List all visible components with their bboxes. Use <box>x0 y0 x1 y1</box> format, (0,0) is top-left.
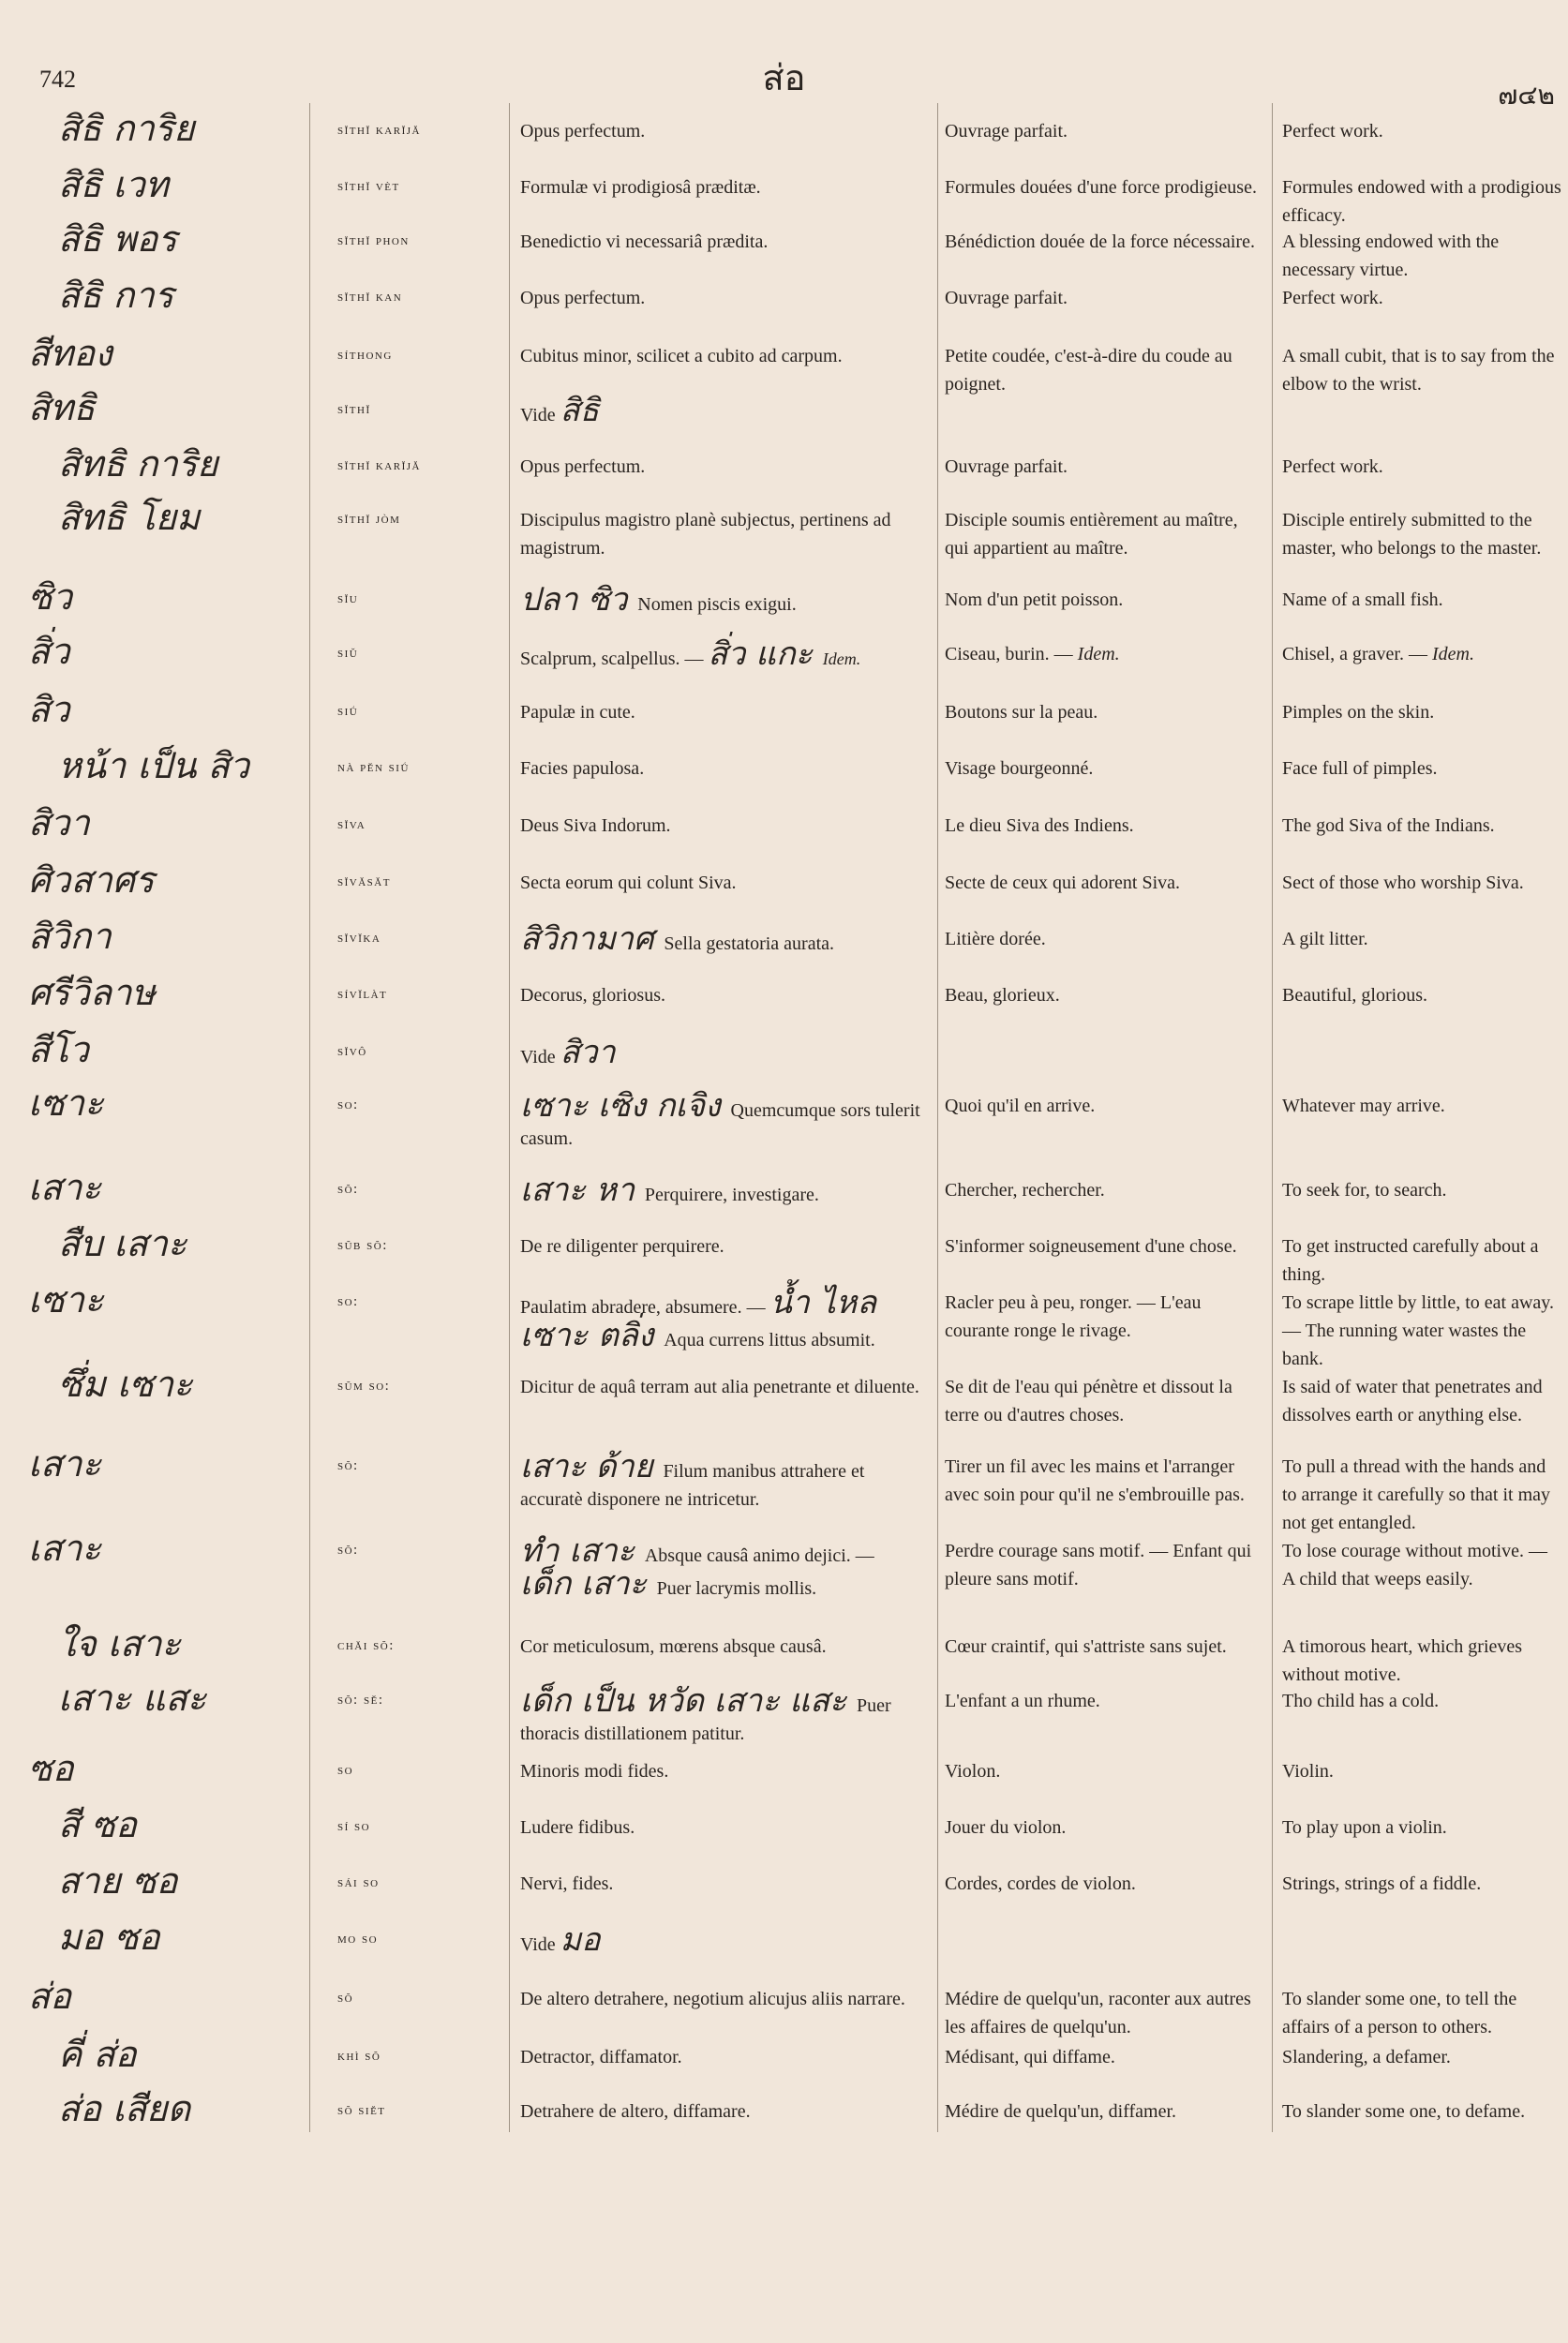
english-definition <box>1282 754 1563 783</box>
vide-label: Vide <box>520 1934 560 1955</box>
latin-text: Formulæ vi prodigiosâ præditæ. <box>520 177 761 198</box>
latin-text: Ludere fidibus. <box>520 1817 635 1838</box>
idem-label: Idem. <box>1431 644 1474 664</box>
french-text: Chercher, rechercher. <box>945 1180 1105 1201</box>
french-definition <box>945 586 1263 614</box>
romanization: sŏ <box>337 1991 354 2006</box>
english-definition <box>1282 1985 1563 2041</box>
french-text: Tirer un fil avec les mains et l'arranger avec soin pour qu'il ne s'embrouille pas. <box>945 1456 1245 1505</box>
english-text: Perfect work. <box>1282 121 1383 142</box>
romanization: sŏ: <box>337 1543 359 1558</box>
english-definition <box>1282 1870 1563 1898</box>
french-text: Cordes, cordes de violon. <box>945 1873 1136 1894</box>
latin-definition <box>520 1034 923 1071</box>
latin-definition <box>520 284 923 312</box>
romanization: so: <box>337 1294 359 1309</box>
romanization: khì sŏ <box>337 2049 381 2064</box>
latin-text: De re diligenter perquirere. <box>520 1236 724 1257</box>
french-definition <box>945 506 1263 562</box>
french-definition <box>945 1687 1263 1715</box>
english-definition <box>1282 1289 1563 1373</box>
romanization: sŏ siĕt <box>337 2103 386 2118</box>
column-rule <box>1272 103 1273 2132</box>
thai-headword: สิธิ การ <box>58 275 174 316</box>
french-definition <box>945 1373 1263 1429</box>
french-definition <box>945 1757 1263 1785</box>
latin-text: Puer thoracis distillationem patitur. <box>520 1695 891 1744</box>
english-text: To lose courage without motive. — A child that weeps easily. <box>1282 1541 1547 1589</box>
thai-example: สิ่ว แกะ <box>708 635 823 673</box>
latin-definition <box>520 754 923 783</box>
romanization: sái so <box>337 1875 380 1890</box>
french-text: S'informer soigneusement d'une chose. <box>945 1236 1237 1257</box>
french-text: Boutons sur la peau. <box>945 702 1098 723</box>
romanization: sŏ: <box>337 1182 359 1197</box>
thai-headword: สาย ซอ <box>58 1860 178 1902</box>
english-text: To seek for, to search. <box>1282 1180 1447 1201</box>
english-definition <box>1282 640 1563 668</box>
romanization: sívĭlàt <box>337 987 388 1002</box>
english-definition <box>1282 284 1563 312</box>
latin-text: Deus Siva Indorum. <box>520 815 671 836</box>
thai-headword: เซาะ <box>28 1082 104 1124</box>
thai-headword: สิวา <box>28 802 90 843</box>
french-definition <box>945 1092 1263 1120</box>
latin-definition <box>520 1172 923 1209</box>
french-text: Violon. <box>945 1761 1001 1782</box>
english-definition <box>1282 173 1563 230</box>
latin-definition <box>520 1921 923 1959</box>
english-text: A gilt litter. <box>1282 929 1368 949</box>
english-text: Whatever may arrive. <box>1282 1096 1445 1116</box>
french-text: Jouer du violon. <box>945 1817 1067 1838</box>
latin-text: Opus perfectum. <box>520 288 646 308</box>
romanization: sĭvĭka <box>337 931 381 946</box>
french-text: Formules douées d'une force prodigieuse. <box>945 177 1257 198</box>
french-text: Ouvrage parfait. <box>945 121 1068 142</box>
french-definition <box>945 754 1263 783</box>
french-definition <box>945 173 1263 201</box>
latin-definition <box>520 1633 923 1661</box>
latin-definition <box>520 1448 923 1514</box>
latin-definition <box>520 506 923 562</box>
latin-text: Papulæ in cute. <box>520 702 635 723</box>
thai-example: เซาะ เซิง กเจิง <box>520 1087 731 1125</box>
thai-headword: เสาะ แสะ <box>58 1678 207 1719</box>
thai-example: สิวิกามาศ <box>520 920 665 958</box>
english-text: Slandering, a defamer. <box>1282 2047 1451 2067</box>
vide-label: Vide <box>520 405 560 425</box>
french-definition <box>945 1232 1263 1261</box>
french-text: Beau, glorieux. <box>945 985 1060 1006</box>
thai-headword: ศิวสาศร <box>28 859 155 901</box>
latin-text: Sella gestatoria aurata. <box>664 933 835 954</box>
latin-text: De altero detrahere, negotium alicujus aliis narrare. <box>520 1989 905 2009</box>
thai-headword: สิวิกา <box>28 916 112 957</box>
english-text: Violin. <box>1282 1761 1334 1782</box>
column-rule <box>937 103 938 2132</box>
french-definition <box>945 1870 1263 1898</box>
thai-example: เด็ก เป็น หวัด เสาะ แสะ <box>520 1682 858 1720</box>
english-text: To get instructed carefully about a thing. <box>1282 1236 1539 1285</box>
latin-text: Cubitus minor, scilicet a cubito ad carpum. <box>520 346 843 366</box>
french-text: Petite coudée, c'est-à-dire du coude au poignet. <box>945 346 1232 395</box>
english-definition <box>1282 1453 1563 1537</box>
french-text: Visage bourgeonné. <box>945 758 1094 779</box>
romanization: sĭthĭ phon <box>337 233 410 248</box>
english-text: Formules endowed with a prodigious efficacy. <box>1282 177 1561 226</box>
thai-headword: ซอ <box>28 1748 74 1789</box>
thai-headword: เสาะ <box>28 1167 101 1208</box>
english-text: To scrape little by little, to eat away. — The running water wastes the bank. <box>1282 1292 1554 1369</box>
thai-headword: ใจ เสาะ <box>58 1623 181 1664</box>
thai-headword: สิธิ การิย <box>58 108 195 149</box>
french-definition <box>945 1813 1263 1842</box>
latin-text: Perquirere, investigare. <box>644 1185 819 1205</box>
french-definition <box>945 1453 1263 1509</box>
latin-text: Cor meticulosum, mœrens absque causâ. <box>520 1636 827 1657</box>
thai-headword: เสาะ <box>28 1528 101 1569</box>
french-definition <box>945 1633 1263 1661</box>
thai-headword: เซาะ <box>28 1279 104 1321</box>
latin-definition <box>520 117 923 145</box>
english-definition <box>1282 117 1563 145</box>
thai-headword: สิทธิ การิย <box>58 443 218 485</box>
column-rule <box>509 103 510 2132</box>
french-text: Le dieu Siva des Indiens. <box>945 815 1134 836</box>
romanization: sí so <box>337 1819 371 1834</box>
thai-headword: มอ ซอ <box>58 1917 160 1958</box>
english-definition <box>1282 1687 1563 1715</box>
latin-text: Scalprum, scalpellus. — <box>520 649 709 669</box>
english-definition <box>1282 925 1563 953</box>
latin-text: Discipulus magistro planè subjectus, pertinens ad magistrum. <box>520 510 891 559</box>
latin-text: Aqua currens littus absumit. <box>664 1330 875 1351</box>
page-number: 742 <box>39 66 76 93</box>
latin-text: Decorus, gloriosus. <box>520 985 665 1006</box>
french-definition <box>945 2097 1263 2126</box>
romanization: sĭthĭ karĭjă <box>337 458 421 473</box>
french-definition <box>945 2043 1263 2071</box>
romanization: sĭthĭ karĭjă <box>337 123 421 138</box>
french-definition <box>945 1176 1263 1204</box>
vide-label: Vide <box>520 1047 560 1067</box>
idem-label: Idem. <box>1077 644 1120 664</box>
french-definition <box>945 342 1263 398</box>
latin-definition <box>520 812 923 840</box>
english-text: To pull a thread with the hands and to arrange it carefully so that it may not get entangled. <box>1282 1456 1551 1533</box>
french-text: Se dit de l'eau qui pénètre et dissout la terre ou d'autres choses. <box>945 1377 1232 1425</box>
thai-headword: คี่ ส่อ <box>58 2034 137 2075</box>
latin-definition <box>520 635 923 673</box>
english-text: To slander some one, to tell the affairs of a person to others. <box>1282 1989 1517 2037</box>
english-definition <box>1282 698 1563 726</box>
english-text: To play upon a violin. <box>1282 1817 1447 1838</box>
english-definition <box>1282 586 1563 614</box>
thai-headword: สิทธิ <box>28 387 96 428</box>
english-definition <box>1282 812 1563 840</box>
english-text: Perfect work. <box>1282 288 1383 308</box>
french-text: Nom d'un petit poisson. <box>945 589 1124 610</box>
english-text: Name of a small fish. <box>1282 589 1443 610</box>
romanization: sĭthĭ kan <box>337 290 403 305</box>
latin-text: Quemcumque sors tulerit casum. <box>520 1100 920 1149</box>
latin-definition <box>520 1532 923 1603</box>
romanization: sŏ: <box>337 1458 359 1473</box>
english-definition <box>1282 1373 1563 1429</box>
romanization: nà pĕn siǘ <box>337 760 410 775</box>
latin-text: Detrahere de altero, diffamare. <box>520 2101 751 2122</box>
french-definition <box>945 1289 1263 1345</box>
english-text: Chisel, a graver. — <box>1282 644 1432 664</box>
latin-definition <box>520 981 923 1009</box>
latin-definition <box>520 1087 923 1153</box>
thai-headword: สิธิ เวท <box>58 164 169 205</box>
latin-text: Nervi, fides. <box>520 1873 614 1894</box>
thai-headword: ส่อ <box>28 1976 72 2017</box>
latin-definition <box>520 342 923 370</box>
english-text: Tho child has a cold. <box>1282 1691 1440 1711</box>
thai-headword: สีทอง <box>28 333 112 374</box>
latin-text: Opus perfectum. <box>520 456 646 477</box>
latin-definition <box>520 1284 923 1354</box>
latin-definition <box>520 2097 923 2126</box>
latin-definition <box>520 1373 923 1401</box>
latin-text: Secta eorum qui colunt Siva. <box>520 873 737 893</box>
latin-text: Opus perfectum. <box>520 121 646 142</box>
french-text: Ouvrage parfait. <box>945 456 1068 477</box>
romanization: sŭm so: <box>337 1379 391 1394</box>
thai-headword: ซึ่ม เซาะ <box>58 1364 193 1405</box>
english-definition <box>1282 869 1563 897</box>
thai-headword: สิว <box>28 689 70 730</box>
french-text: Cœur craintif, qui s'attriste sans sujet. <box>945 1636 1227 1657</box>
romanization: sĭu <box>337 591 359 606</box>
english-definition <box>1282 453 1563 481</box>
french-text: Bénédiction douée de la force nécessaire. <box>945 231 1255 252</box>
latin-text: Benedictio vi necessariâ prædita. <box>520 231 769 252</box>
latin-definition <box>520 228 923 256</box>
latin-definition <box>520 1682 923 1748</box>
english-text: Perfect work. <box>1282 456 1383 477</box>
thai-headword: สิธิ พอร <box>58 218 177 260</box>
thai-example: มอ <box>560 1921 601 1959</box>
romanization: sĭthĭ jòm <box>337 512 401 527</box>
latin-text: Dicitur de aquâ terram aut alia penetrante et diluente. <box>520 1377 919 1397</box>
french-definition <box>945 869 1263 897</box>
thai-example: เสาะ หา <box>520 1172 645 1209</box>
english-text: A timorous heart, which grieves without motive. <box>1282 1636 1523 1685</box>
thai-headword: สีโว <box>28 1029 89 1070</box>
french-text: Racler peu à peu, ronger. — L'eau courante ronge le rivage. <box>945 1292 1202 1341</box>
thai-headword: สิ่ว <box>28 631 70 672</box>
thai-page-number: ๗๔๒ <box>1498 80 1555 111</box>
english-definition <box>1282 981 1563 1009</box>
french-definition <box>945 698 1263 726</box>
latin-text: Absque causâ animo dejici. — <box>644 1545 874 1566</box>
french-definition <box>945 925 1263 953</box>
english-definition <box>1282 1537 1563 1593</box>
english-definition <box>1282 1232 1563 1289</box>
latin-definition <box>520 1985 923 2013</box>
french-text: Disciple soumis entièrement au maître, qui appartient au maître. <box>945 510 1238 559</box>
latin-definition <box>520 2043 923 2071</box>
english-definition <box>1282 1092 1563 1120</box>
english-text: A blessing endowed with the necessary virtue. <box>1282 231 1500 280</box>
english-definition <box>1282 342 1563 398</box>
latin-definition <box>520 1757 923 1785</box>
french-definition <box>945 117 1263 145</box>
thai-example: ปลา ซิว <box>520 581 638 619</box>
latin-definition <box>520 1232 923 1261</box>
english-text: Strings, strings of a fiddle. <box>1282 1873 1482 1894</box>
french-definition <box>945 1537 1263 1593</box>
thai-headword: หน้า เป็น สิว <box>58 745 250 786</box>
french-text: Ouvrage parfait. <box>945 288 1068 308</box>
french-text: Médisant, qui diffame. <box>945 2047 1115 2067</box>
romanization: sĭvăsăt <box>337 874 391 889</box>
thai-headword: เสาะ <box>28 1443 101 1485</box>
romanization: so: <box>337 1097 359 1112</box>
romanization: sĭvô <box>337 1044 367 1059</box>
latin-text: Minoris modi fides. <box>520 1761 669 1782</box>
french-definition <box>945 640 1263 668</box>
french-text: Perdre courage sans motif. — Enfant qui pleure sans motif. <box>945 1541 1252 1589</box>
thai-example: สิธิ <box>560 392 600 429</box>
romanization: sĭthĭ <box>337 402 371 417</box>
thai-headword: ศรีวิลาษ <box>28 972 156 1013</box>
english-definition <box>1282 228 1563 284</box>
thai-headword: ส่อ เสียด <box>58 2088 191 2129</box>
french-definition <box>945 284 1263 312</box>
french-text: Litière dorée. <box>945 929 1046 949</box>
latin-text: Nomen piscis exigui. <box>637 594 797 615</box>
french-text: Quoi qu'il en arrive. <box>945 1096 1096 1116</box>
latin-definition <box>520 920 923 958</box>
romanization: siǘ <box>337 704 359 719</box>
french-text: Secte de ceux qui adorent Siva. <box>945 873 1181 893</box>
latin-text: Facies papulosa. <box>520 758 645 779</box>
latin-definition <box>520 453 923 481</box>
thai-headword: ซิว <box>28 576 73 618</box>
english-text: Pimples on the skin. <box>1282 702 1435 723</box>
latin-definition <box>520 173 923 201</box>
french-definition <box>945 453 1263 481</box>
romanization: sŏ: sĕ: <box>337 1693 384 1708</box>
english-text: To slander some one, to defame. <box>1282 2101 1526 2122</box>
english-text: Sect of those who worship Siva. <box>1282 873 1524 893</box>
romanization: síthong <box>337 348 393 363</box>
english-text: Beautiful, glorious. <box>1282 985 1427 1006</box>
english-text: Is said of water that penetrates and dissolves earth or anything else. <box>1282 1377 1543 1425</box>
romanization: sĭthĭ vèt <box>337 179 400 194</box>
thai-example: น้ำ ไหล เซาะ ตลิ่ง <box>520 1284 877 1354</box>
idem-label: Idem. <box>822 649 861 668</box>
latin-text: Detractor, diffamator. <box>520 2047 682 2067</box>
romanization: sĭva <box>337 817 366 832</box>
latin-text: Puer lacrymis mollis. <box>656 1578 817 1599</box>
latin-definition <box>520 581 923 619</box>
english-definition <box>1282 1633 1563 1689</box>
latin-definition <box>520 392 923 429</box>
latin-text: Filum manibus attrahere et accuratè disponere ne intricetur. <box>520 1461 865 1510</box>
french-text: Ciseau, burin. — <box>945 644 1078 664</box>
french-text: Médire de quelqu'un, raconter aux autres les affaires de quelqu'un. <box>945 1989 1251 2037</box>
latin-definition <box>520 1813 923 1842</box>
thai-example: เสาะ ด้าย <box>520 1448 664 1485</box>
english-definition <box>1282 2043 1563 2071</box>
english-definition <box>1282 2097 1563 2126</box>
column-rule <box>309 103 310 2132</box>
latin-definition <box>520 869 923 897</box>
english-text: Disciple entirely submitted to the master, who belongs to the master. <box>1282 510 1542 559</box>
english-text: A small cubit, that is to say from the elbow to the wrist. <box>1282 346 1555 395</box>
romanization: siǔ <box>337 646 359 661</box>
english-definition <box>1282 1176 1563 1204</box>
romanization: mo so <box>337 1932 379 1947</box>
romanization: sŭb sŏ: <box>337 1238 388 1253</box>
french-text: L'enfant a un rhume. <box>945 1691 1100 1711</box>
thai-example: ทำ เสาะ <box>520 1532 645 1570</box>
romanization: chăi sŏ: <box>337 1638 395 1653</box>
english-definition <box>1282 506 1563 562</box>
thai-headword: สืบ เสาะ <box>58 1223 187 1264</box>
french-definition <box>945 1985 1263 2041</box>
thai-example: เด็ก เสาะ <box>520 1565 657 1603</box>
thai-headword: สิทธิ โยม <box>58 497 201 538</box>
thai-headword: สี ซอ <box>58 1804 137 1845</box>
latin-definition <box>520 698 923 726</box>
french-text: Médire de quelqu'un, diffamer. <box>945 2101 1177 2122</box>
english-definition <box>1282 1757 1563 1785</box>
romanization: so <box>337 1763 354 1778</box>
latin-text: Paulatim abradere, absumere. — <box>520 1297 770 1318</box>
latin-definition <box>520 1870 923 1898</box>
english-text: The god Siva of the Indians. <box>1282 815 1495 836</box>
running-head: ส่อ <box>762 57 806 98</box>
thai-example: สิวา <box>560 1034 616 1071</box>
french-definition <box>945 812 1263 840</box>
english-definition <box>1282 1813 1563 1842</box>
french-definition <box>945 981 1263 1009</box>
french-definition <box>945 228 1263 256</box>
english-text: Face full of pimples. <box>1282 758 1438 779</box>
